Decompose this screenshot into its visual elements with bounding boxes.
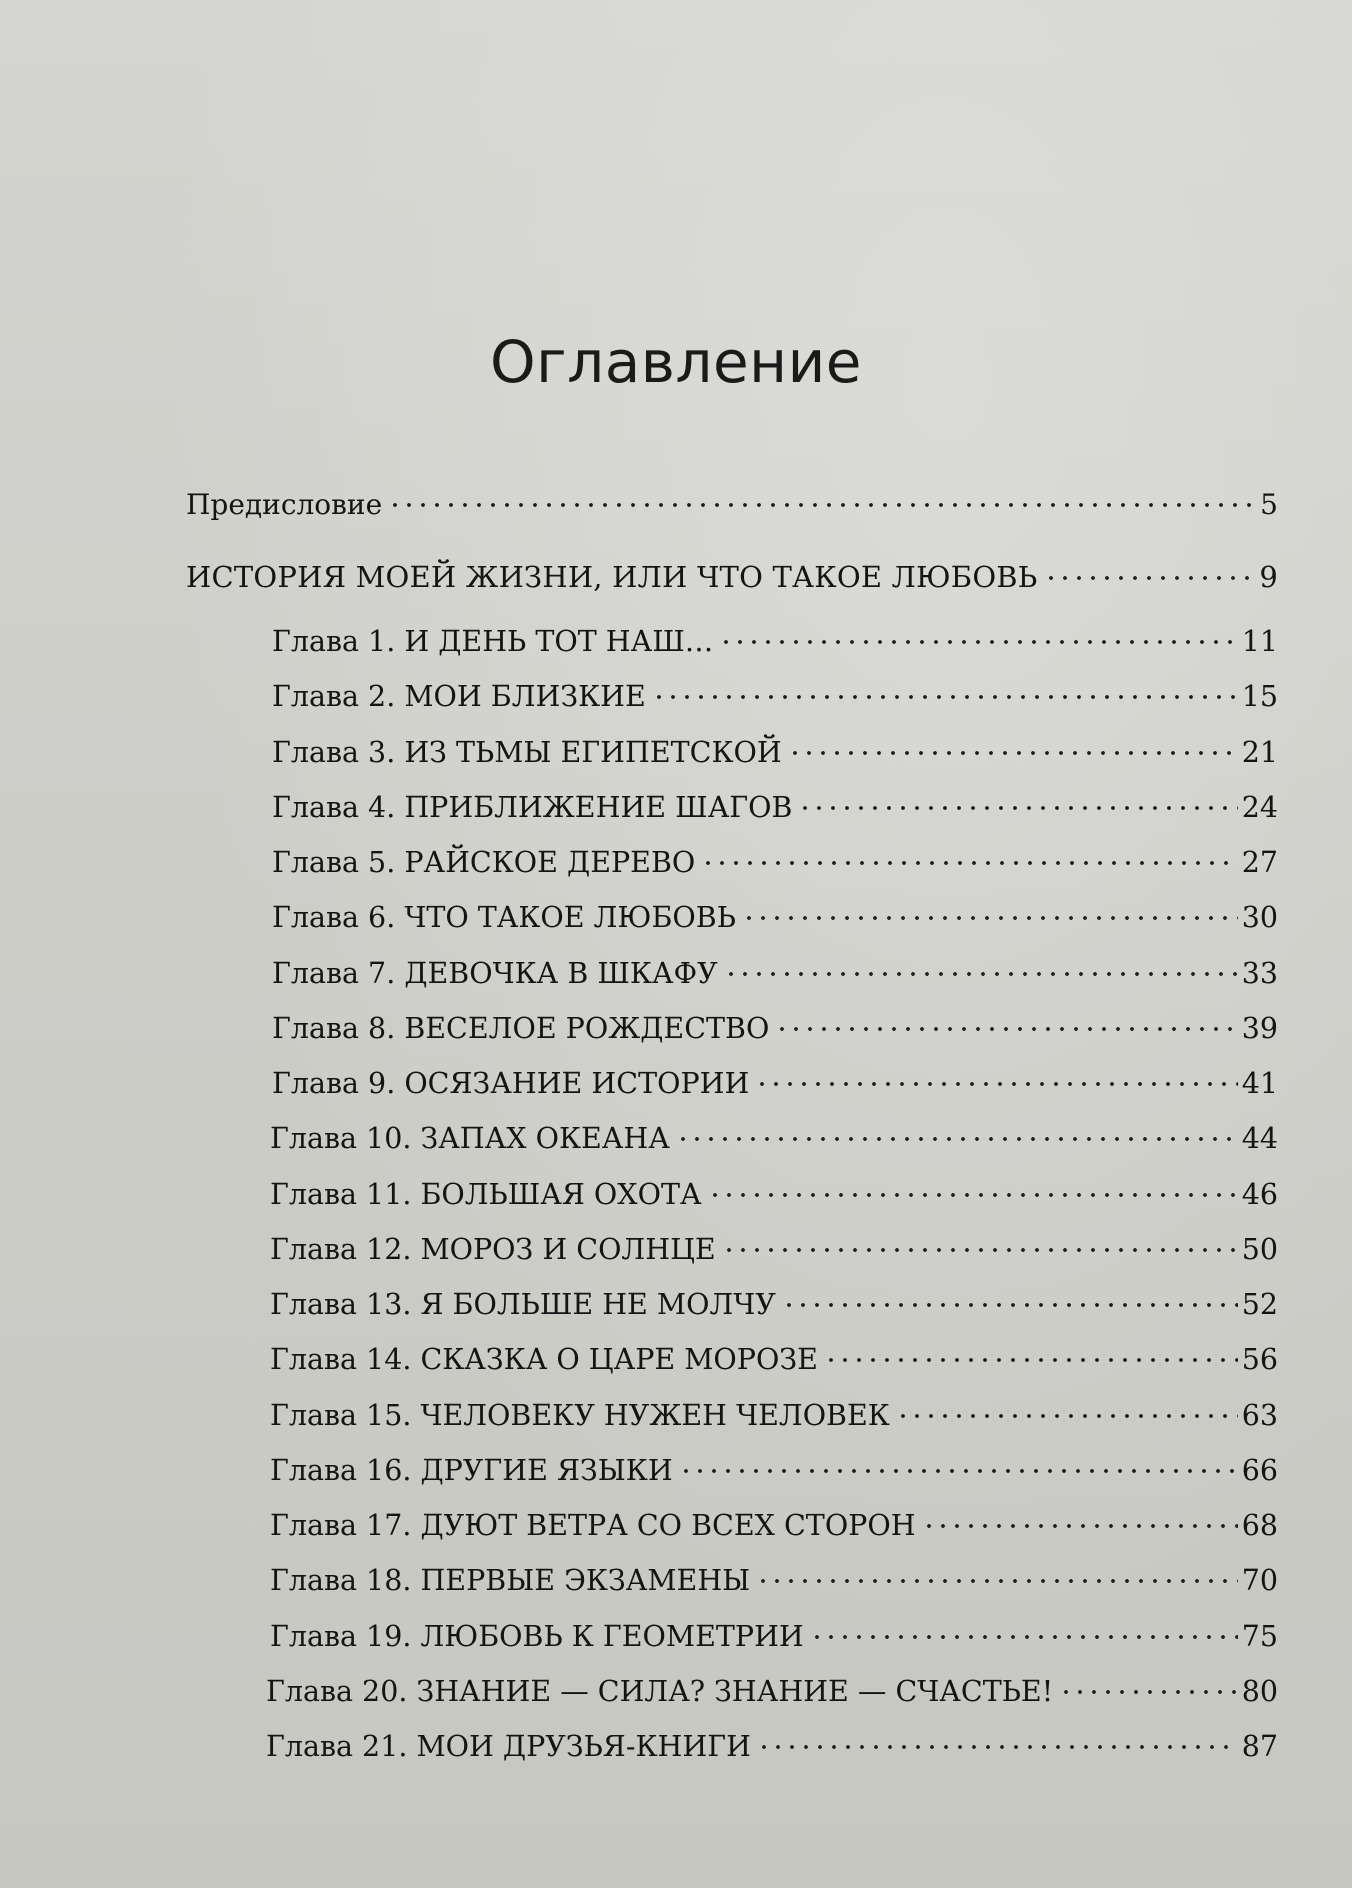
toc-entry-chapter-5[interactable] <box>272 828 1278 879</box>
leader-dots <box>755 1049 1237 1093</box>
leader-dots <box>824 1325 1238 1369</box>
toc-entry-page: 27 <box>1241 846 1278 879</box>
toc-entry-label: Глава 5. РАЙСКОЕ ДЕРЕВО <box>272 846 696 879</box>
toc-entry-label: Глава 11. БОЛЬШАЯ ОХОТА <box>270 1178 702 1211</box>
toc-entry-label: Глава 13. Я БОЛЬШЕ НЕ МОЛЧУ <box>270 1288 776 1321</box>
leader-dots <box>810 1602 1238 1646</box>
toc-entry-chapter-12[interactable] <box>270 1215 1278 1266</box>
toc-entry-label: Глава 18. ПЕРВЫЕ ЭКЗАМЕНЫ <box>270 1564 751 1597</box>
toc-entry-label: Глава 7. ДЕВОЧКА В ШКАФУ <box>272 957 718 990</box>
leader-dots <box>798 773 1237 817</box>
toc-entry-page: 52 <box>1241 1288 1278 1321</box>
leader-dots <box>788 718 1238 762</box>
toc-entry-preface[interactable] <box>186 470 1278 521</box>
toc-entry-page: 9 <box>1259 560 1278 594</box>
toc-entry-page: 24 <box>1241 791 1278 824</box>
toc-entry-chapter-17[interactable] <box>270 1491 1278 1542</box>
leader-dots <box>724 939 1238 983</box>
toc-entry-chapter-13[interactable] <box>270 1270 1278 1321</box>
toc-entry-label: Предисловие <box>186 488 383 521</box>
toc-entry-label: ИСТОРИЯ МОЕЙ ЖИЗНИ, ИЛИ ЧТО ТАКОЕ ЛЮБОВЬ <box>186 560 1038 594</box>
toc-entry-page: 66 <box>1241 1454 1278 1487</box>
toc-entry-chapter-19[interactable] <box>270 1602 1278 1653</box>
leader-dots <box>676 1104 1238 1148</box>
leader-dots <box>896 1381 1238 1425</box>
toc-entry-label: Глава 21. МОИ ДРУЗЬЯ-КНИГИ <box>266 1730 751 1763</box>
toc-entry-page: 41 <box>1241 1067 1278 1100</box>
toc-entry-label: Глава 4. ПРИБЛИЖЕНИЕ ШАГОВ <box>272 791 793 824</box>
toc-entry-part[interactable] <box>186 543 1278 594</box>
toc-entry-page: 68 <box>1241 1509 1278 1542</box>
toc-entry-label: Глава 2. МОИ БЛИЗКИЕ <box>272 680 646 713</box>
toc-entry-page: 75 <box>1241 1620 1278 1653</box>
toc-entry-page: 46 <box>1241 1178 1278 1211</box>
toc-entry-label: Глава 14. СКАЗКА О ЦАРЕ МОРОЗЕ <box>270 1343 818 1376</box>
toc-entry-chapter-6[interactable] <box>272 883 1278 934</box>
toc-entry-label: Глава 10. ЗАПАХ ОКЕАНА <box>270 1122 670 1155</box>
leader-dots <box>775 994 1237 1038</box>
toc-entry-page: 56 <box>1241 1343 1278 1376</box>
toc-entry-page: 70 <box>1241 1564 1278 1597</box>
toc-entry-chapter-20[interactable] <box>266 1657 1278 1708</box>
leader-dots <box>701 828 1237 872</box>
leader-dots <box>782 1270 1238 1314</box>
toc-entry-label: Глава 9. ОСЯЗАНИЕ ИСТОРИИ <box>272 1067 750 1100</box>
toc-entry-chapter-3[interactable] <box>272 718 1278 769</box>
toc-entry-label: Глава 20. ЗНАНИЕ — СИЛА? ЗНАНИЕ — СЧАСТЬЕ! <box>266 1675 1054 1708</box>
leader-dots <box>922 1491 1238 1535</box>
toc-entry-chapter-15[interactable] <box>270 1381 1278 1432</box>
toc-entry-page: 44 <box>1241 1122 1278 1155</box>
toc-entry-page: 15 <box>1241 680 1278 713</box>
toc-entry-label: Глава 3. ИЗ ТЬМЫ ЕГИПЕТСКОЙ <box>272 736 782 769</box>
toc-entry-chapter-1[interactable] <box>272 607 1278 658</box>
leader-dots <box>652 662 1238 706</box>
leader-dots <box>388 470 1256 514</box>
leader-dots <box>1059 1657 1238 1701</box>
toc-entry-label: Глава 12. МОРОЗ И СОЛНЦЕ <box>270 1233 716 1266</box>
toc-entry-page: 33 <box>1241 957 1278 990</box>
toc-entry-page: 87 <box>1241 1730 1278 1763</box>
toc-entry-chapter-4[interactable] <box>272 773 1278 824</box>
leader-dots <box>756 1546 1238 1590</box>
leader-dots <box>722 1215 1238 1259</box>
leader-dots <box>757 1712 1238 1756</box>
toc-entry-chapter-9[interactable] <box>272 1049 1278 1100</box>
toc-entry-page: 30 <box>1241 901 1278 934</box>
toc-entry-page: 21 <box>1241 736 1278 769</box>
toc-entry-page: 39 <box>1241 1012 1278 1045</box>
leader-dots <box>719 607 1238 651</box>
toc-entry-page: 80 <box>1241 1675 1278 1708</box>
toc-entry-chapter-11[interactable] <box>270 1160 1278 1211</box>
toc-entry-page: 5 <box>1260 488 1278 521</box>
toc-entry-chapter-14[interactable] <box>270 1325 1278 1376</box>
toc-entry-chapter-8[interactable] <box>272 994 1278 1045</box>
toc-entry-label: Глава 6. ЧТО ТАКОЕ ЛЮБОВЬ <box>272 901 736 934</box>
toc-entry-page: 11 <box>1241 625 1278 658</box>
toc-entry-chapter-16[interactable] <box>270 1436 1278 1487</box>
leader-dots <box>1044 543 1256 587</box>
leader-dots <box>742 883 1238 927</box>
toc-entry-page: 50 <box>1241 1233 1278 1266</box>
toc-entry-chapter-10[interactable] <box>270 1104 1278 1155</box>
toc-entry-label: Глава 8. ВЕСЕЛОЕ РОЖДЕСТВО <box>272 1012 770 1045</box>
toc-entry-chapter-18[interactable] <box>270 1546 1278 1597</box>
toc-title: Оглавление <box>490 328 862 396</box>
toc-entry-chapter-7[interactable] <box>272 939 1278 990</box>
toc-entry-label: Глава 19. ЛЮБОВЬ К ГЕОМЕТРИИ <box>270 1620 804 1653</box>
toc-entry-label: Глава 15. ЧЕЛОВЕКУ НУЖЕН ЧЕЛОВЕК <box>270 1399 890 1432</box>
toc-entry-label: Глава 16. ДРУГИЕ ЯЗЫКИ <box>270 1454 673 1487</box>
toc-entry-label: Глава 1. И ДЕНЬ ТОТ НАШ… <box>272 625 714 658</box>
toc-entry-chapter-21[interactable] <box>266 1712 1278 1763</box>
toc-entry-chapter-2[interactable] <box>272 662 1278 713</box>
toc-entry-page: 63 <box>1241 1399 1278 1432</box>
leader-dots <box>679 1436 1238 1480</box>
leader-dots <box>708 1160 1238 1204</box>
toc-entry-label: Глава 17. ДУЮТ ВЕТРА СО ВСЕХ СТОРОН <box>270 1509 916 1542</box>
